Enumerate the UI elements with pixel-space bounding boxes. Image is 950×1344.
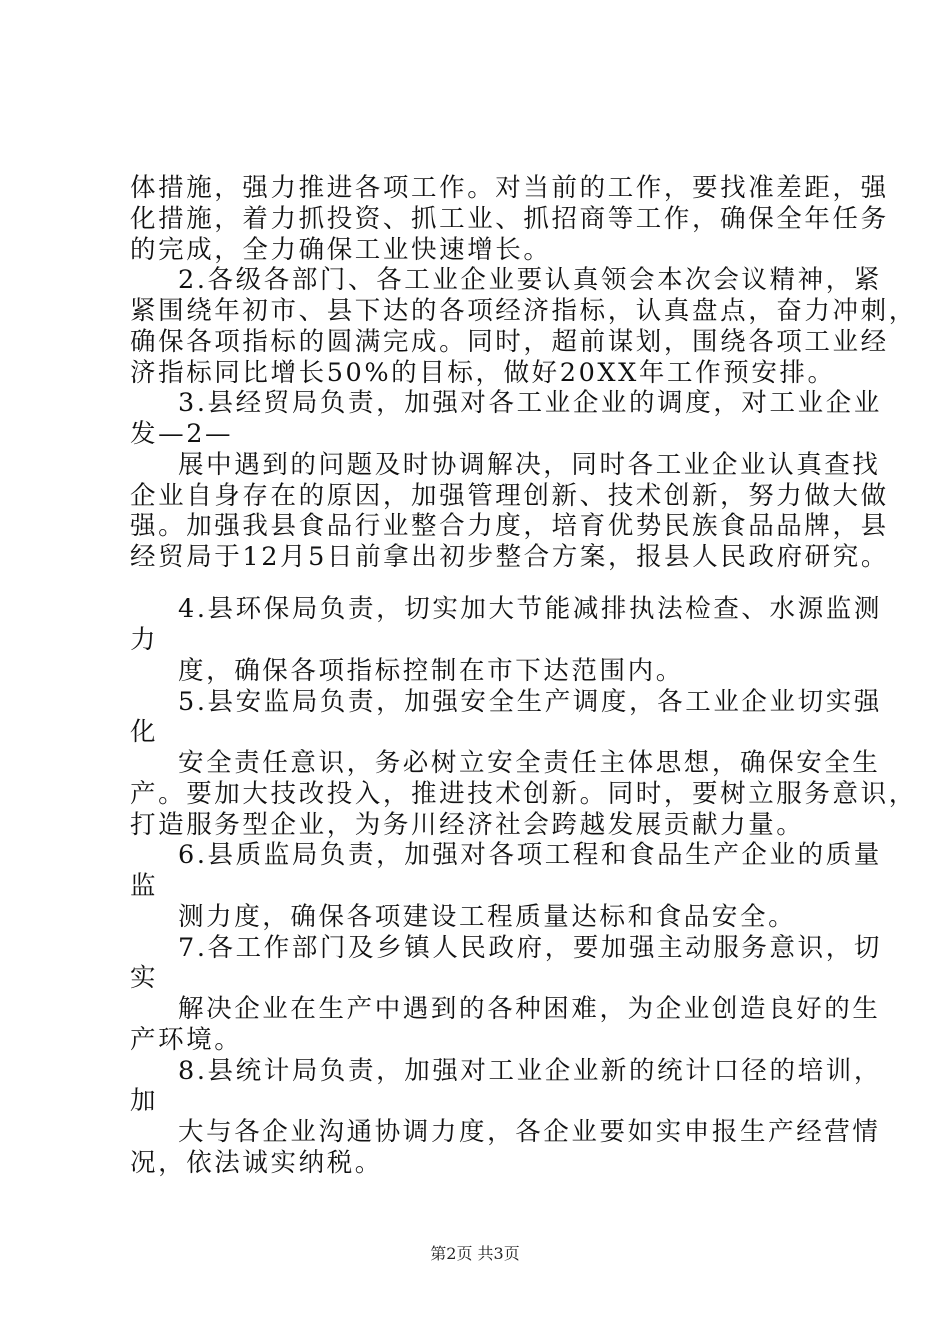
page-footer: 第2页 共3页 [430,1244,520,1263]
text-line: 产。要加大技改投入，推进技术创新。同时，要树立服务意识， [130,779,917,809]
text-line: 的完成，全力确保工业快速增长。 [130,235,552,265]
text-line: 6.县质监局负责，加强对各项工程和食品生产企业的质量 [178,840,882,870]
text-line: 力 [130,625,159,655]
text-line: 紧围绕年初市、县下达的各项经济指标，认真盘点，奋力冲刺， [130,296,917,326]
text-line: 安全责任意识，务必树立安全责任主体思想，确保安全生 [178,748,881,778]
text-line: 强。加强我县食品行业整合力度，培育优势民族食品品牌，县 [130,511,889,541]
text-line: 实 [130,963,159,993]
text-line: 化措施，着力抓投资、抓工业、抓招商等工作，确保全年任务 [130,204,889,234]
text-line: 8.县统计局负责，加强对工业企业新的统计口径的培训， [178,1056,882,1086]
text-line: 体措施，强力推进各项工作。对当前的工作，要找准差距，强 [130,173,889,203]
text-line: 7.各工作部门及乡镇人民政府，要加强主动服务意识，切 [178,933,882,963]
text-line: 2.各级各部门、各工业企业要认真领会本次会议精神，紧 [178,265,882,295]
text-line: 4.县环保局负责，切实加大节能减排执法检查、水源监测 [178,594,882,624]
text-line: 度，确保各项指标控制在市下达范围内。 [178,656,684,686]
text-line: 测力度，确保各项建设工程质量达标和食品安全。 [178,902,797,932]
text-line: 展中遇到的问题及时协调解决，同时各工业企业认真查找 [178,450,881,480]
text-line: 3.县经贸局负责，加强对各工业企业的调度，对工业企业 [178,388,882,418]
text-line: 确保各项指标的圆满完成。同时，超前谋划，围绕各项工业经 [130,327,889,357]
text-line: 解决企业在生产中遇到的各种困难，为企业创造良好的生 [178,994,881,1024]
text-line: 加 [130,1086,159,1116]
text-line: 企业自身存在的原因，加强管理创新、技术创新，努力做大做 [130,481,889,511]
text-line: 监 [130,871,159,901]
text-line: 产环境。 [130,1025,243,1055]
text-line: 经贸局于12月5日前拿出初步整合方案，报县人民政府研究。 [130,542,889,572]
text-line: 发—2— [130,419,234,449]
text-line: 济指标同比增长50%的目标，做好20XX年工作预安排。 [130,358,836,388]
text-line: 大与各企业沟通协调力度，各企业要如实申报生产经营情 [178,1117,881,1147]
text-line: 5.县安监局负责，加强安全生产调度，各工业企业切实强 [178,687,882,717]
text-line: 打造服务型企业，为务川经济社会跨越发展贡献力量。 [130,810,805,840]
text-line: 况，依法诚实纳税。 [130,1148,383,1178]
text-line: 化 [130,717,159,747]
